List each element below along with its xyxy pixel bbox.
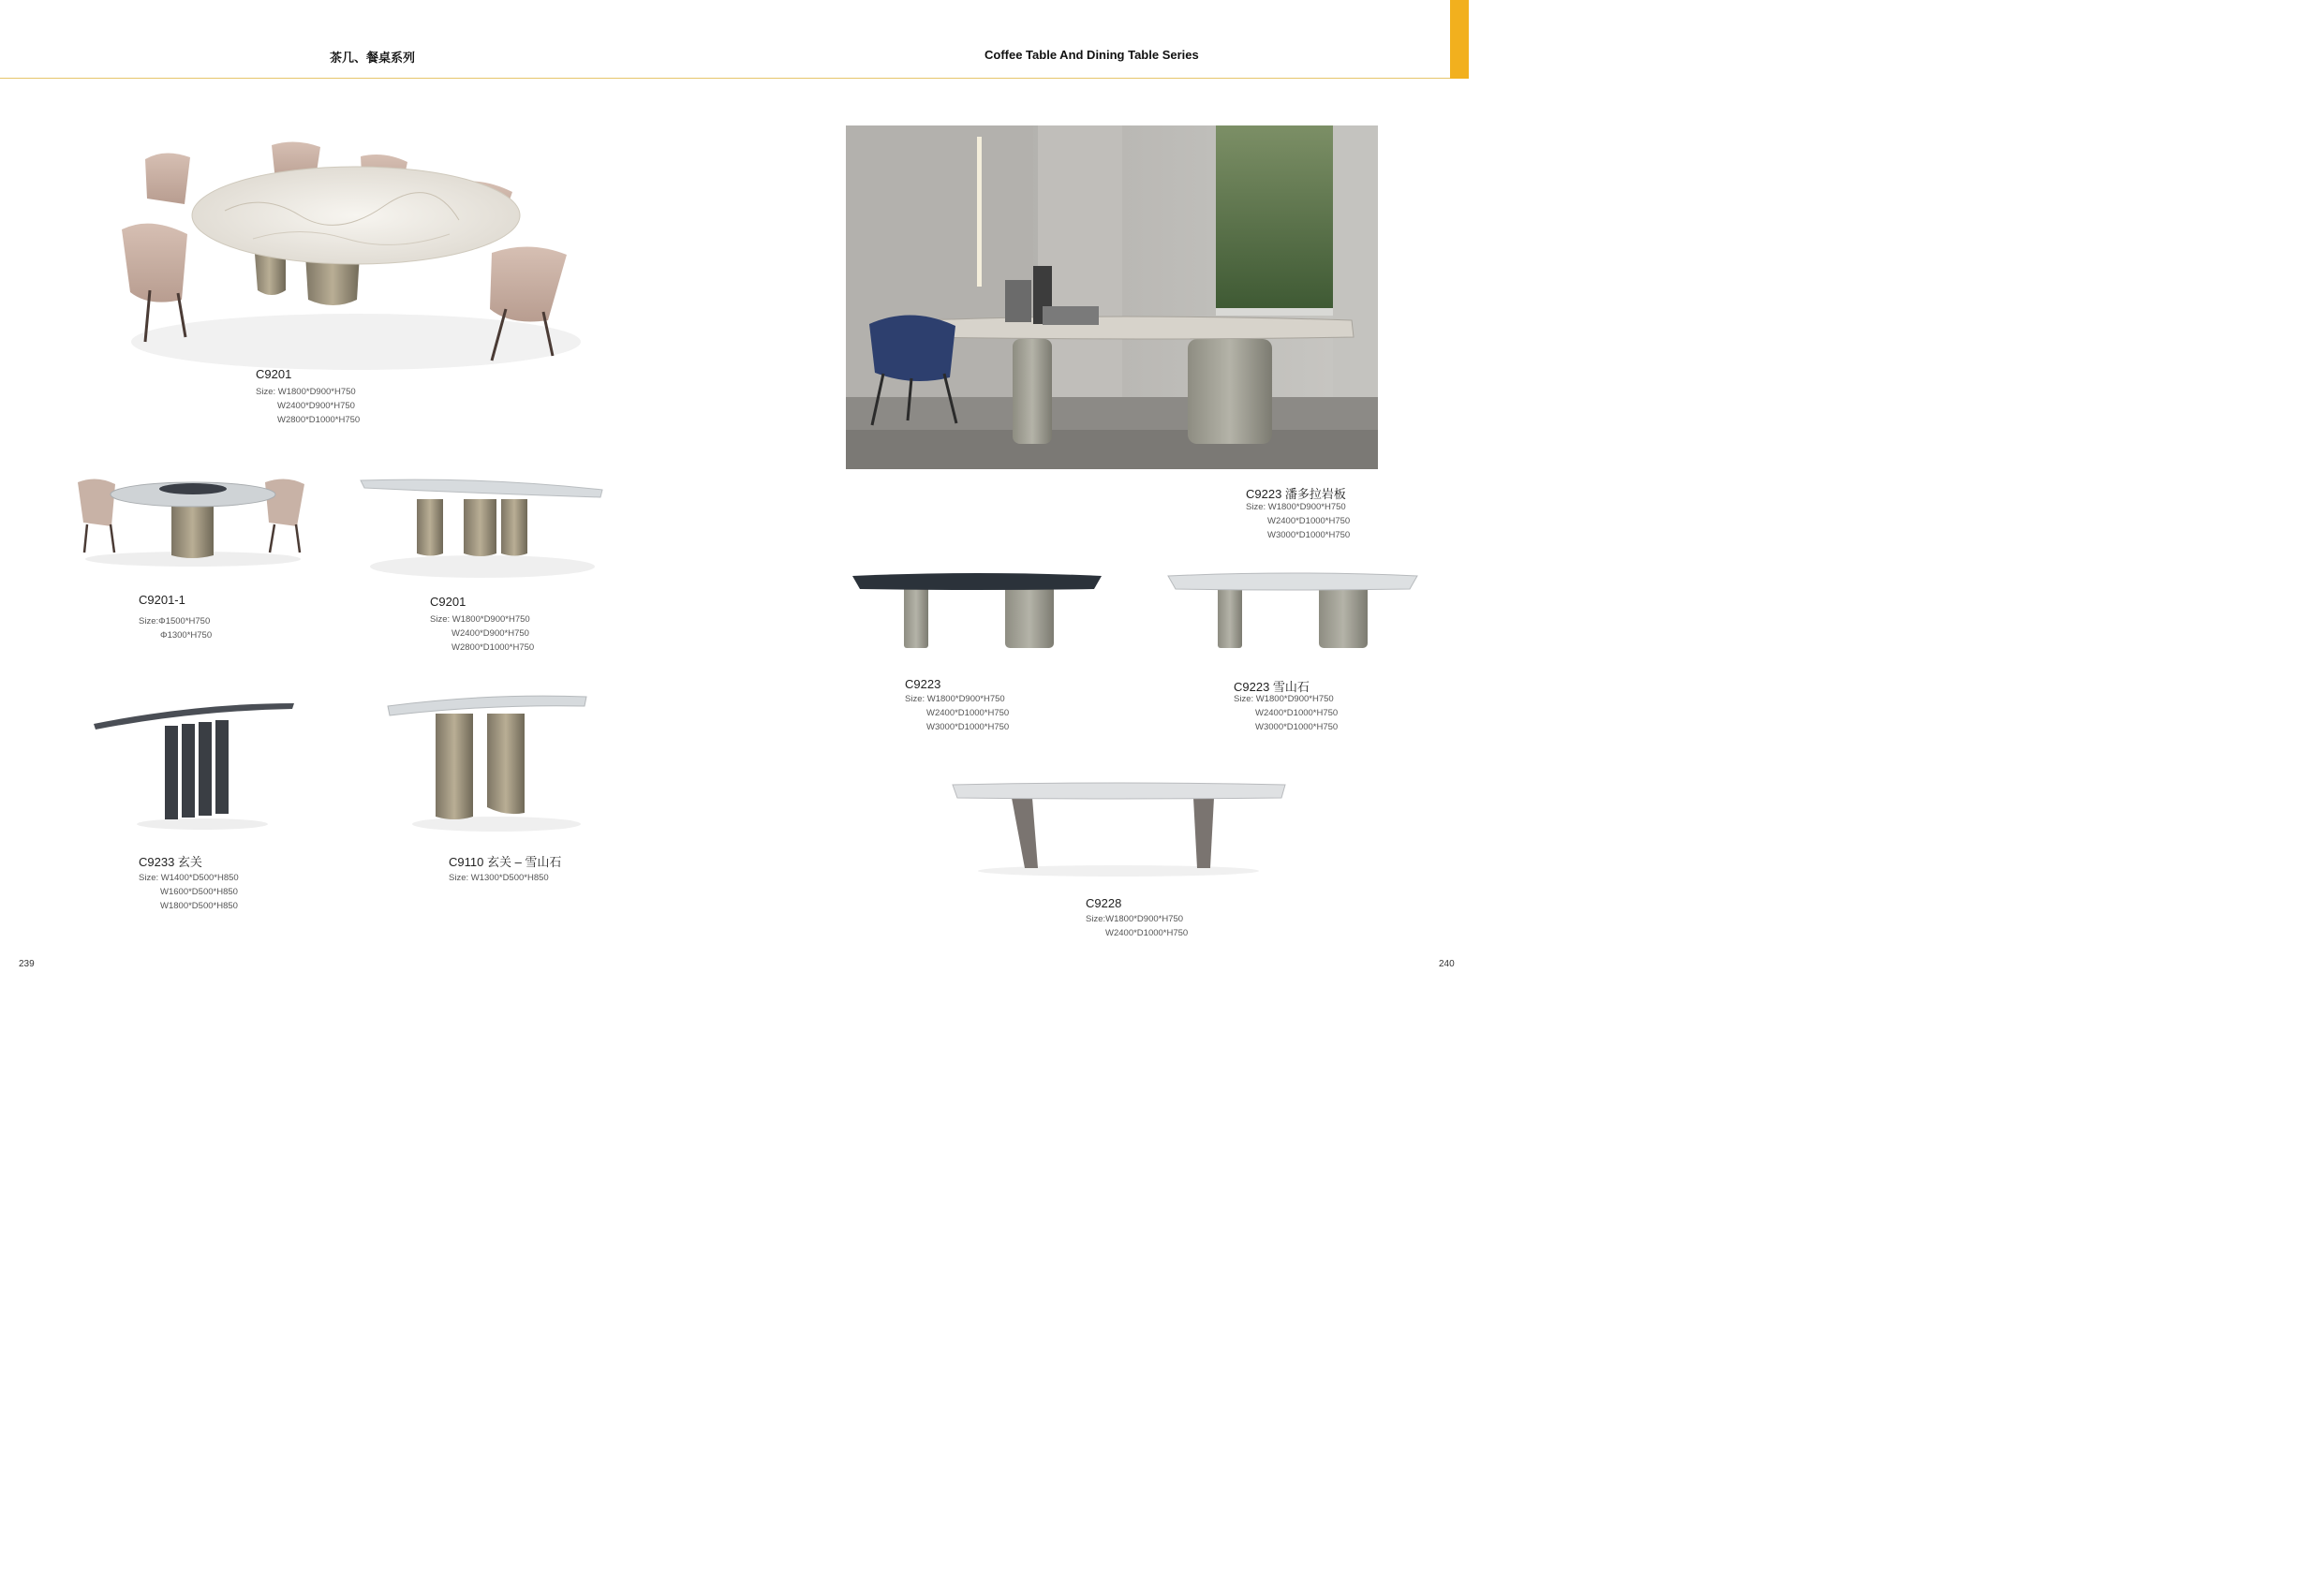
size-value: W1600*D500*H850	[160, 887, 238, 897]
product-sizes-c9201-b	[430, 612, 534, 655]
size-value: Φ1300*H750	[160, 630, 213, 641]
header-title-cn: 茶几、餐桌系列	[330, 51, 416, 65]
size-label: Size:	[1246, 502, 1266, 512]
size-value: W2400*D900*H750	[277, 401, 355, 411]
size-value: W1800*D900*H750	[1255, 694, 1334, 704]
size-label: Size:	[905, 694, 925, 704]
size-value: W1800*D500*H850	[160, 901, 238, 911]
size-value: W1800*D900*H750	[1267, 502, 1346, 512]
product-sizes-c9201-1	[139, 614, 212, 642]
product-sizes-c9223	[905, 692, 1009, 734]
page-number-left: 239	[19, 959, 35, 969]
product-code-c9233: C9233 玄关	[139, 855, 202, 869]
product-sizes-c9110	[449, 871, 549, 885]
product-code-c9201-b: C9201	[430, 595, 466, 609]
header-rule	[0, 78, 1450, 79]
product-image-c9223-scene	[846, 125, 1378, 469]
size-label: Size:	[256, 387, 276, 397]
size-value: W1800*D900*H750	[451, 614, 530, 625]
size-value: W1400*D500*H850	[160, 873, 239, 883]
product-image-c9223-snow	[1163, 567, 1421, 656]
size-value: W3000*D1000*H750	[1267, 530, 1351, 540]
size-value: W2800*D1000*H750	[277, 415, 361, 425]
size-value: W2400*D1000*H750	[926, 708, 1010, 718]
product-sizes-c9228	[1086, 912, 1188, 940]
product-image-c9233-console	[92, 698, 303, 833]
product-sizes-c9233	[139, 871, 239, 913]
size-label: Size:	[139, 616, 159, 626]
page-number-right: 240	[1439, 959, 1455, 969]
product-sizes-c9201-main	[256, 385, 360, 427]
size-value: W1800*D900*H750	[926, 694, 1005, 704]
size-value: W1800*D900*H750	[277, 387, 356, 397]
accent-tab	[1450, 0, 1469, 79]
size-value: W3000*D1000*H750	[926, 722, 1010, 732]
product-code-c9201-1: C9201-1	[139, 593, 185, 607]
product-image-c9201-dining-set	[112, 136, 618, 379]
size-label: Size:	[430, 614, 451, 625]
size-label: Size:	[1234, 694, 1254, 704]
product-code-c9201-main: C9201	[256, 367, 292, 381]
product-code-c9223-snow: C9223 雪山石	[1234, 680, 1310, 694]
product-image-c9201-rect-table	[356, 473, 609, 581]
size-value: W1300*D500*H850	[470, 873, 549, 883]
size-label: Size:	[449, 873, 469, 883]
product-code-c9223-pandora: C9223 潘多拉岩板	[1246, 487, 1346, 501]
size-value: W2400*D1000*H750	[1267, 516, 1351, 526]
product-image-c9228	[948, 777, 1290, 880]
product-image-c9201-1-round-table	[73, 473, 312, 567]
product-code-c9228: C9228	[1086, 896, 1122, 910]
size-label: Size:	[1086, 914, 1106, 924]
size-label: Size:	[139, 873, 159, 883]
product-sizes-c9223-pandora	[1246, 500, 1350, 542]
product-code-c9110: C9110 玄关 – 雪山石	[449, 855, 562, 869]
size-value: W3000*D1000*H750	[1255, 722, 1339, 732]
product-sizes-c9223-snow	[1234, 692, 1338, 734]
size-value: W2400*D900*H750	[451, 628, 529, 639]
product-image-c9223-dark	[848, 567, 1105, 656]
product-image-c9110-console	[384, 693, 592, 833]
size-value: Φ1500*H750	[158, 616, 211, 626]
header-title-en: Coffee Table And Dining Table Series	[984, 48, 1199, 62]
product-code-c9223: C9223	[905, 677, 941, 691]
size-value: W2800*D1000*H750	[451, 642, 535, 653]
size-value: W2400*D1000*H750	[1105, 928, 1189, 938]
size-value: W1800*D900*H750	[1105, 914, 1184, 924]
size-value: W2400*D1000*H750	[1255, 708, 1339, 718]
